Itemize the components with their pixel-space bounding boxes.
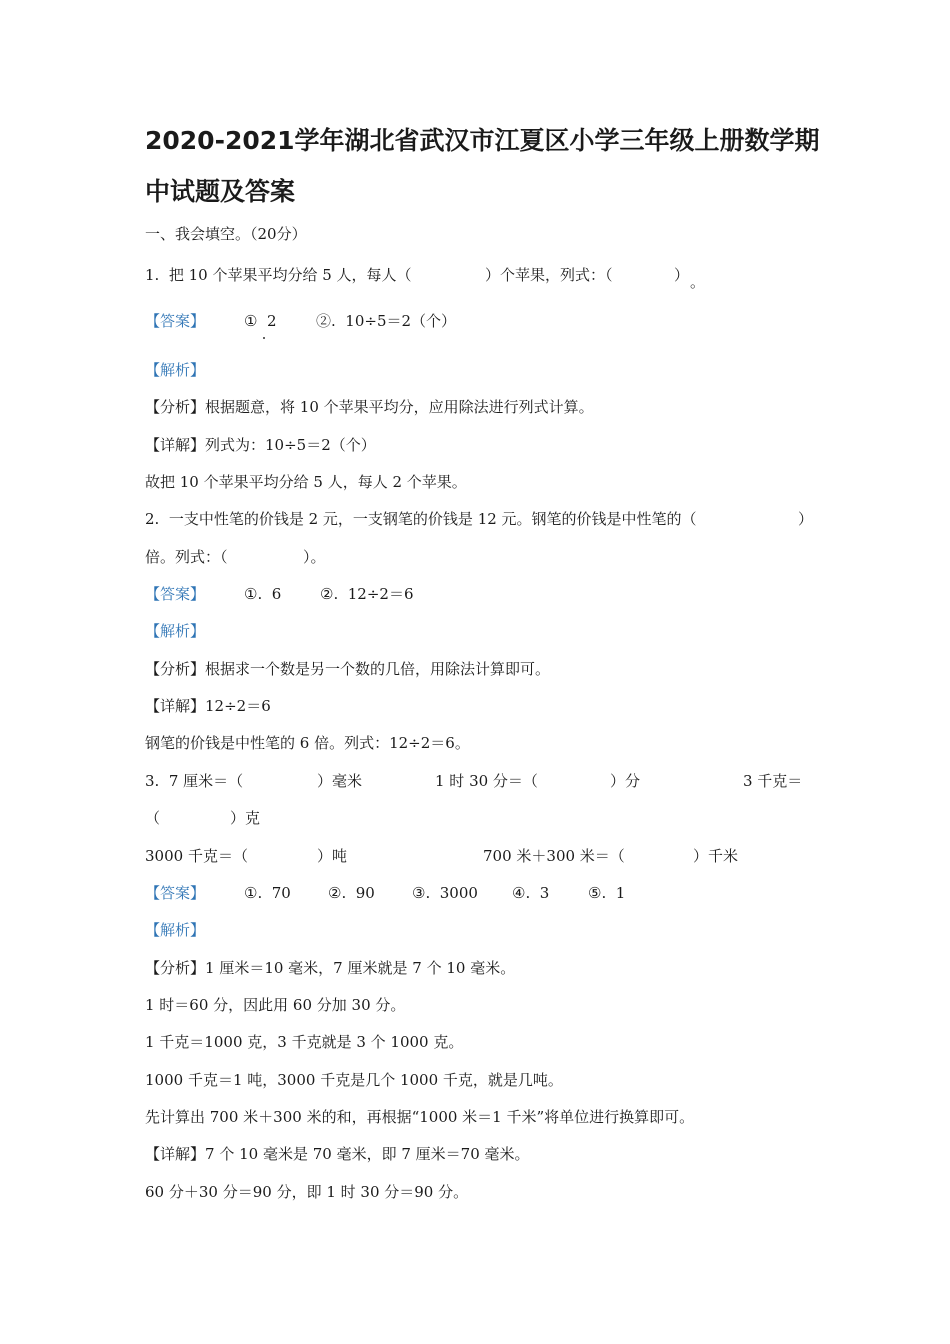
q3-part5-b: ）千米 <box>693 847 739 865</box>
q2-text-d: ）。 <box>303 548 326 566</box>
q1-xiangjie-line <box>145 435 376 455</box>
q3-fenxi-3: 1 千克＝1000 克，3 千克就是 3 个 1000 克。 <box>145 1033 464 1051</box>
q1-conclusion: 故把 10 个苹果平均分给 5 人，每人 2 个苹果。 <box>145 473 467 491</box>
q3-part1-a: 3. 7 厘米＝（ <box>145 772 244 790</box>
q3-part3-a: 3 千克＝ <box>743 772 803 790</box>
q3-part1-b: ）毫米 <box>317 772 363 790</box>
q1-fenxi-label: 【分析】 <box>145 398 206 416</box>
q1-text-c: ） <box>674 266 690 284</box>
q3-answer-4: ④. 3 <box>512 884 550 902</box>
q3-part3-c: ）克 <box>230 809 261 827</box>
q1-fenxi: 根据题意，将 10 个苹果平均分，应用除法进行列式计算。 <box>205 398 594 416</box>
q2-text-c: 倍。列式：（ <box>145 548 228 566</box>
q1-xiangjie: 列式为：10÷5＝2（个） <box>205 436 376 454</box>
q2-xiangjie-line <box>145 696 271 716</box>
q1-fenxi-line <box>145 397 594 417</box>
q1-answer-2: ②. 10÷5＝2（个） <box>316 312 457 330</box>
stray-dot <box>263 337 265 339</box>
q1-answer-label: 【答案】 <box>145 312 206 330</box>
q3-fenxi-line <box>145 958 515 978</box>
q1-text-a: 1. 把 10 个苹果平均分给 5 人，每人（ <box>145 266 412 284</box>
q3-part4-b: ）吨 <box>317 847 348 865</box>
q3-xiangjie-line <box>145 1144 530 1164</box>
q3-fenxi: 1 厘米＝10 毫米，7 厘米就是 7 个 10 毫米。 <box>205 959 516 977</box>
q3-jiexi-label: 【解析】 <box>145 921 206 939</box>
q3-answer-3: ③. 3000 <box>412 884 478 902</box>
q2-answer-label: 【答案】 <box>145 585 206 603</box>
q1-text-d: 。 <box>690 273 706 291</box>
q3-xiangjie-label: 【详解】 <box>145 1145 206 1163</box>
q2-jiexi-label: 【解析】 <box>145 622 206 640</box>
q3-answer-1: ①. 70 <box>244 884 291 902</box>
section-heading: 一、我会填空。（20分） <box>145 225 307 243</box>
q3-part2-a: 1 时 30 分＝（ <box>435 772 538 790</box>
q1-jiexi-label: 【解析】 <box>145 361 206 379</box>
q3-answer-label: 【答案】 <box>145 884 206 902</box>
q3-fenxi-5: 先计算出 700 米＋300 米的和，再根据“1000 米＝1 千米”将单位进行换算即可。 <box>145 1108 695 1126</box>
q3-xiangjie: 7 个 10 毫米是 70 毫米，即 7 厘米＝70 毫米。 <box>205 1145 530 1163</box>
q3-fenxi-2: 1 时＝60 分，因此用 60 分加 30 分。 <box>145 996 406 1014</box>
q3-fenxi-label: 【分析】 <box>145 959 206 977</box>
q2-answer-1: ①. 6 <box>244 585 282 603</box>
q2-text-b: ） <box>798 510 814 528</box>
q2-xiangjie: 12÷2＝6 <box>205 697 271 715</box>
q2-text-a: 2. 一支中性笔的价钱是 2 元，一支钢笔的价钱是 12 元。钢笔的价钱是中性笔的（ <box>145 510 697 528</box>
q3-fenxi-4: 1000 千克＝1 吨，3000 千克是几个 1000 千克，就是几吨。 <box>145 1071 563 1089</box>
q3-xiangjie-2: 60 分＋30 分＝90 分，即 1 时 30 分＝90 分。 <box>145 1183 469 1201</box>
q3-part5-a: 700 米＋300 米＝（ <box>483 847 625 865</box>
q2-conclusion: 钢笔的价钱是中性笔的 6 倍。列式：12÷2＝6。 <box>145 734 470 752</box>
q3-part4-a: 3000 千克＝（ <box>145 847 248 865</box>
q2-answer-2: ②. 12÷2＝6 <box>320 585 414 603</box>
q3-answer-2: ②. 90 <box>328 884 375 902</box>
q3-part2-b: ）分 <box>610 772 641 790</box>
page-title-line2: 中试题及答案 <box>145 177 296 206</box>
q2-fenxi-label: 【分析】 <box>145 660 206 678</box>
q2-fenxi: 根据求一个数是另一个数的几倍，用除法计算即可。 <box>205 660 551 678</box>
q1-xiangjie-label: 【详解】 <box>145 436 206 454</box>
page-title-line1: 2020-2021学年湖北省武汉市江夏区小学三年级上册数学期 <box>145 126 820 155</box>
q2-fenxi-line <box>145 659 550 679</box>
q1-text-b: ）个苹果，列式：（ <box>485 266 613 284</box>
q3-answer-5: ⑤. 1 <box>588 884 626 902</box>
q2-xiangjie-label: 【详解】 <box>145 697 206 715</box>
q1-answer-1: ① 2 <box>244 312 277 330</box>
q3-part3-b: （ <box>145 809 161 827</box>
